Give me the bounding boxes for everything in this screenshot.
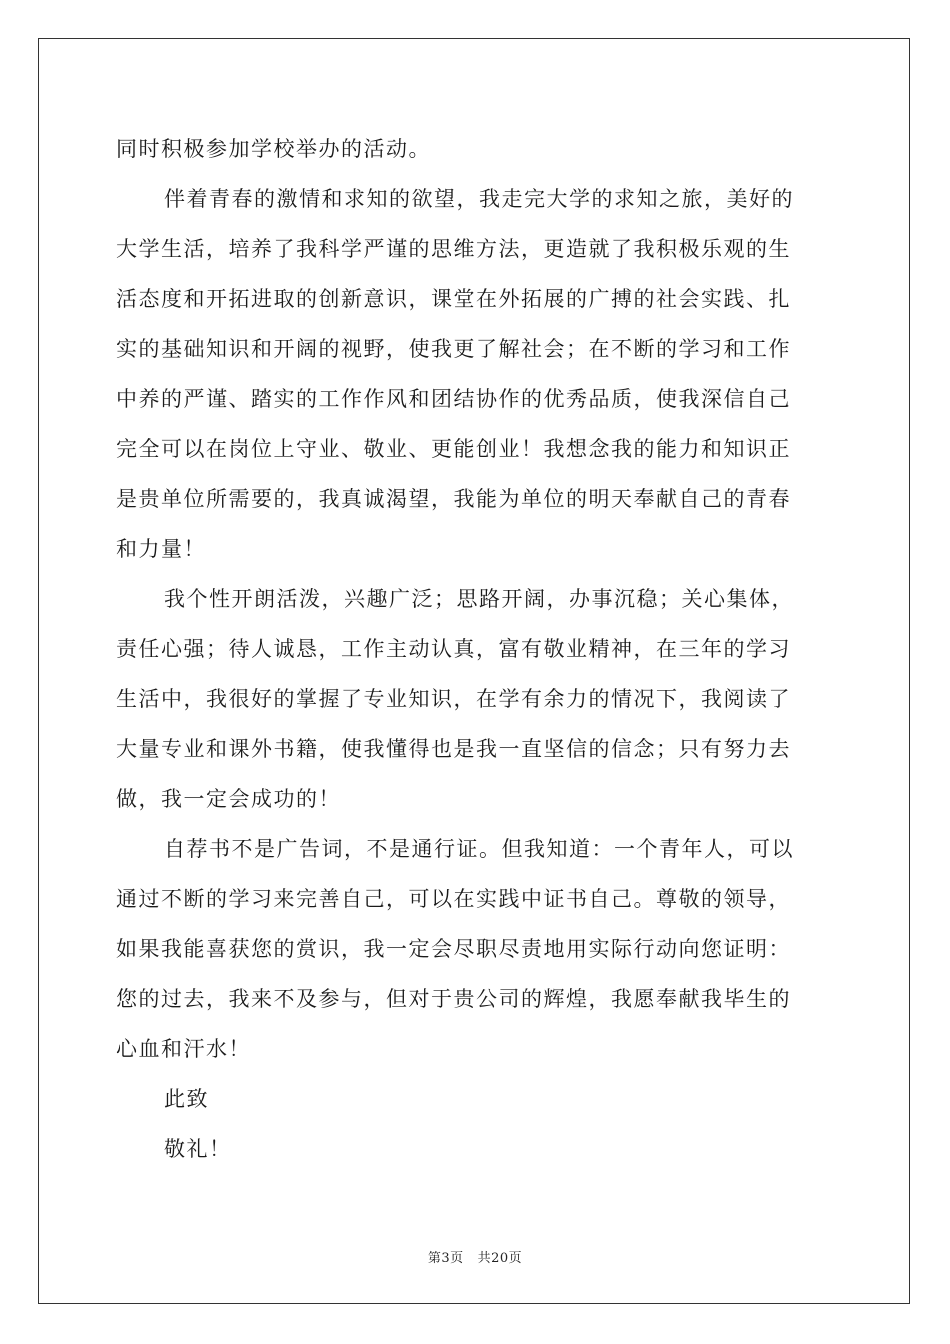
text-line: 完全可以在岗位上守业、敬业、更能创业！我想念我的能力和知识正 (116, 437, 791, 461)
text-line: 生活中，我很好的掌握了专业知识，在学有余力的情况下，我阅读了 (116, 687, 791, 711)
text-line: 此致 (164, 1087, 209, 1111)
text-line: 我个性开朗活泼，兴趣广泛；思路开阔，办事沉稳；关心集体， (164, 587, 794, 611)
text-line: 心血和汗水！ (116, 1037, 251, 1061)
text-line: 敬礼！ (164, 1137, 232, 1161)
text-line: 中养的严谨、踏实的工作作风和团结协作的优秀品质，使我深信自己 (116, 387, 791, 411)
page-number: 第3页 (427, 1251, 464, 1266)
text-line: 是贵单位所需要的，我真诚渴望，我能为单位的明天奉献自己的青春 (116, 487, 791, 511)
text-line: 伴着青春的激情和求知的欲望，我走完大学的求知之旅，美好的 (164, 187, 794, 211)
text-line: 责任心强；待人诚恳，工作主动认真，富有敬业精神，在三年的学习 (116, 637, 791, 661)
text-line: 您的过去，我来不及参与，但对于贵公司的辉煌，我愿奉献我毕生的 (116, 987, 791, 1011)
text-line: 活态度和开拓进取的创新意识，课堂在外拓展的广搏的社会实践、扎 (116, 287, 791, 311)
text-line: 自荐书不是广告词，不是通行证。但我知道：一个青年人，可以 (164, 837, 794, 861)
text-line: 大量专业和课外书籍，使我懂得也是我一直坚信的信念；只有努力去 (116, 737, 791, 761)
text-line: 同时积极参加学校举办的活动。 (116, 137, 431, 161)
total-pages: 共20页 (477, 1251, 523, 1266)
text-line: 如果我能喜获您的赏识，我一定会尽职尽责地用实际行动向您证明： (116, 937, 791, 961)
page-footer (0, 1247, 950, 1266)
document-body (116, 124, 836, 1174)
text-line: 做，我一定会成功的！ (116, 787, 341, 811)
text-line: 通过不断的学习来完善自己，可以在实践中证书自己。尊敬的领导， (116, 887, 791, 911)
text-line: 大学生活，培养了我科学严谨的思维方法，更造就了我积极乐观的生 (116, 237, 791, 261)
text-line: 和力量！ (116, 537, 206, 561)
text-line: 实的基础知识和开阔的视野，使我更了解社会；在不断的学习和工作 (116, 337, 791, 361)
